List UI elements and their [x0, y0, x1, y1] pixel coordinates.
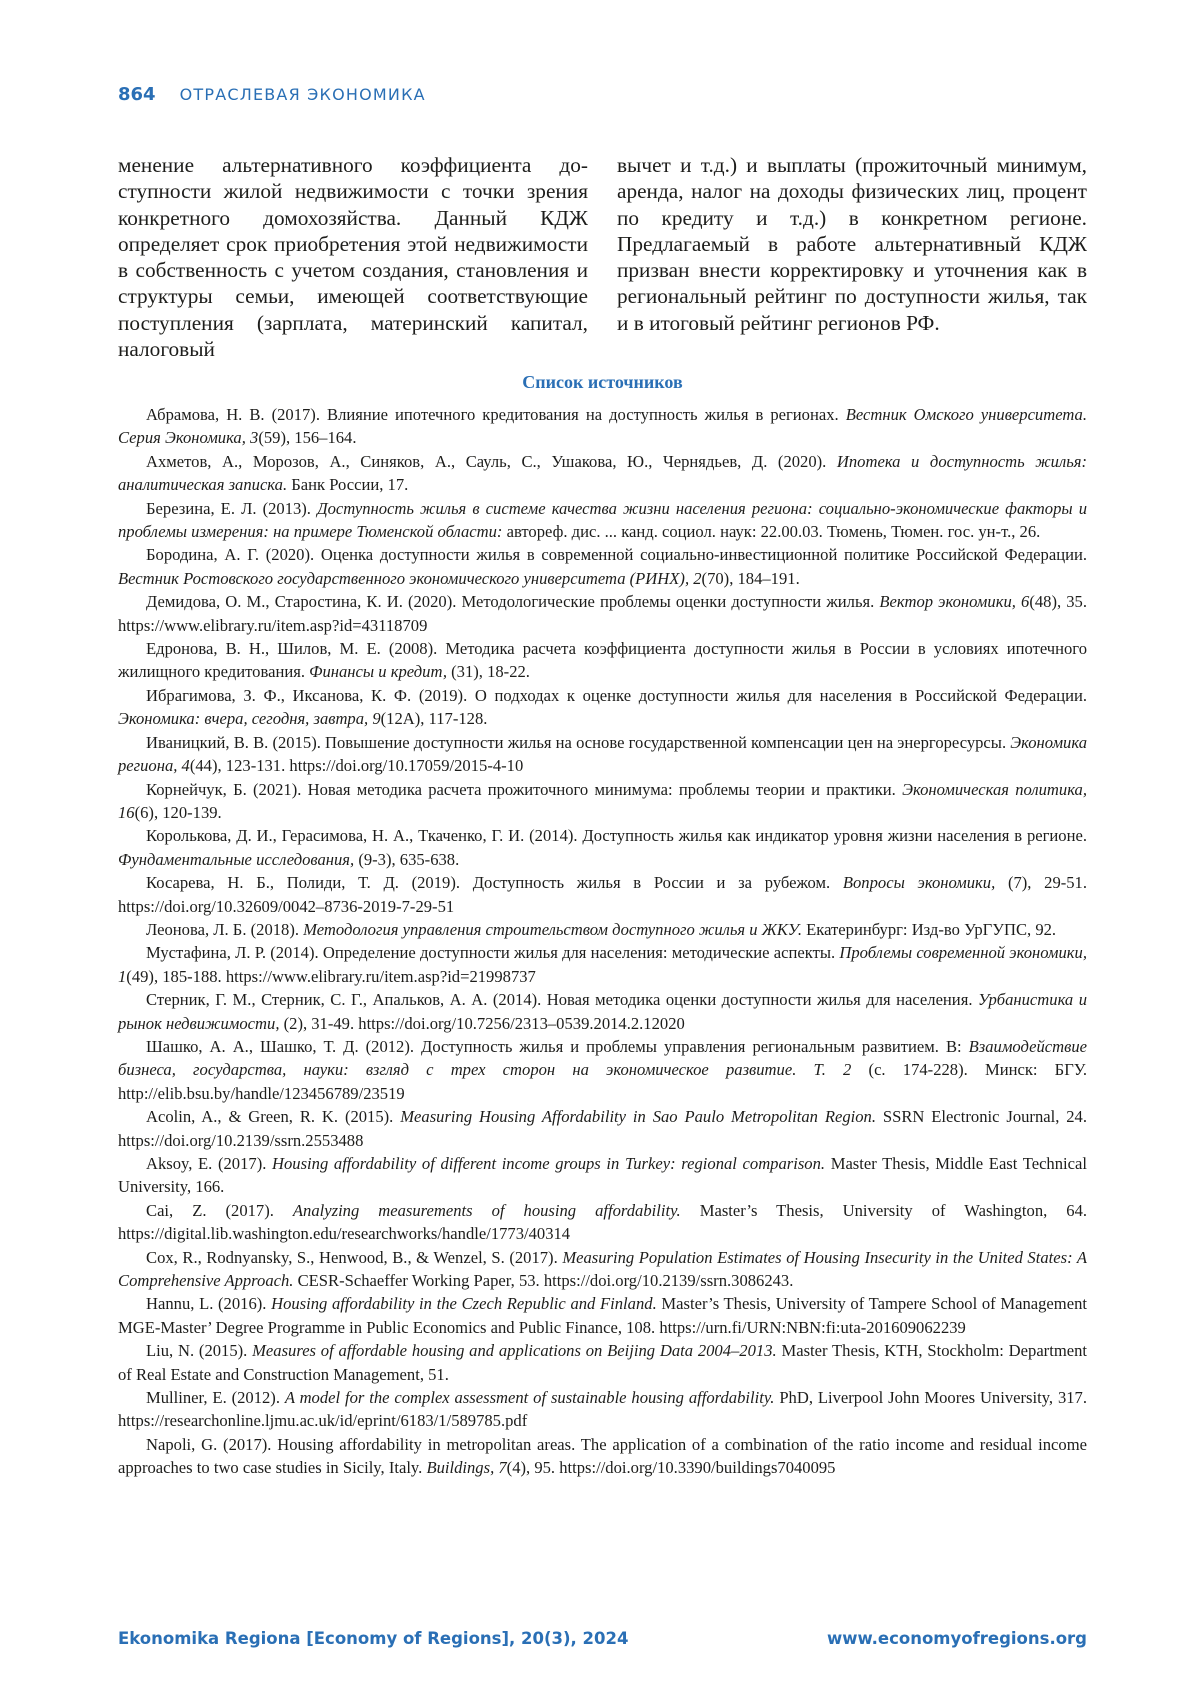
- journal-website: www.economyofregions.org: [827, 1629, 1087, 1648]
- reference-item: Корнейчук, Б. (2021). Новая методика расчета прожиточного минимума: проблемы теории и практики. Экономическая политика, 16(6), 120-139.: [118, 778, 1087, 825]
- body-columns: [118, 152, 1087, 362]
- reference-item: Acolin, A., & Green, R. K. (2015). Measuring Housing Affordability in Sao Paulo Metropolitan Region. SSRN Electronic Journal, 24. https://doi.org/10.2139/ssrn.2553488: [118, 1105, 1087, 1152]
- journal-citation: Ekonomika Regiona [Economy of Regions], 20(3), 2024: [118, 1629, 629, 1648]
- page-footer: [118, 1629, 1087, 1648]
- reference-item: Едронова, В. Н., Шилов, М. Е. (2008). Методика расчета коэффициента доступности жилья в России в условиях ипотечного жилищного кредитования. Финансы и кредит, (31), 18-22.: [118, 637, 1087, 684]
- reference-item: Леонова, Л. Б. (2018). Методология управления строительством доступного жилья и ЖКУ. Екатеринбург: Изд-во УрГУПС, 92.: [118, 918, 1087, 941]
- reference-item: Стерник, Г. М., Стерник, С. Г., Апальков, А. А. (2014). Новая методика оценки доступности жилья для населения. Урбанистика и рынок недвижимости, (2), 31-49. https://doi.org/10.7256/2313–0539.2014.2.12020: [118, 988, 1087, 1035]
- reference-item: Косарева, Н. Б., Полиди, Т. Д. (2019). Доступность жилья в России и за рубежом. Вопросы экономики, (7), 29-51. https://doi.org/10.32609/0042–8736-2019-7-29-51: [118, 871, 1087, 918]
- section-title: ОТРАСЛЕВАЯ ЭКОНОМИКА: [180, 85, 426, 104]
- reference-item: Hannu, L. (2016). Housing affordability in the Czech Republic and Finland. Master’s Thesis, University of Tampere School of Management MGE-Master’ Degree Programme in Public Economics and Public Finance, 108. https://urn.fi/URN:NBN:fi:uta-201609062239: [118, 1292, 1087, 1339]
- page-header: [118, 84, 426, 105]
- reference-item: Mulliner, E. (2012). A model for the complex assessment of sustainable housing affordability. PhD, Liverpool John Moores University, 317. https://researchonline.ljmu.ac.uk/id/eprint/6183/1/589785.pdf: [118, 1386, 1087, 1433]
- reference-item: Королькова, Д. И., Герасимова, Н. А., Ткаченко, Г. И. (2014). Доступность жилья как индикатор уровня жизни населения в регионе. Фундаментальные исследования, (9-3), 635-638.: [118, 824, 1087, 871]
- reference-item: Абрамова, Н. В. (2017). Влияние ипотечного кредитования на доступность жилья в регионах. Вестник Омского университета. Серия Экономика, 3(59), 156–164.: [118, 403, 1087, 450]
- reference-item: Ибрагимова, З. Ф., Иксанова, К. Ф. (2019). О подходах к оценке доступности жилья для населения в Российской Федерации. Экономика: вчера, сегодня, завтра, 9(12А), 117-128.: [118, 684, 1087, 731]
- reference-item: Cox, R., Rodnyansky, S., Henwood, B., & Wenzel, S. (2017). Measuring Population Estimates of Housing Insecurity in the United States: A Comprehensive Approach. CESR-Schaeffer Working Paper, 53. https://doi.org/10.2139/ssrn.3086243.: [118, 1246, 1087, 1293]
- reference-item: Иваницкий, В. В. (2015). Повышение доступности жилья на основе государственной компенсации цен на энергоресурсы. Экономика региона, 4(44), 123-131. https://doi.org/10.17059/2015-4-10: [118, 731, 1087, 778]
- reference-item: Ахметов, А., Морозов, А., Синяков, А., Сауль, С., Ушакова, Ю., Чернядьев, Д. (2020). Ипотека и доступность жилья: аналитическая записка. Банк России, 17.: [118, 450, 1087, 497]
- references-list: [118, 403, 1087, 1480]
- reference-item: Liu, N. (2015). Measures of affordable housing and applications on Beijing Data 2004–2013. Master Thesis, KTH, Stockholm: Department of Real Estate and Construction Management, 51.: [118, 1339, 1087, 1386]
- left-column-text: менение альтернативного коэффициента до­ступности жилой недвижимости с точки зре­ния конкретного домохозяйства. Данный КДЖ определяет срок приобретения этой не­движимости в собственность с учетом соз­дания, становления и структуры семьи, име­ющей соответствующие поступления (зар­плата, материнский капитал, налоговый: [118, 152, 588, 362]
- page-number: 864: [118, 84, 156, 105]
- reference-item: Aksoy, E. (2017). Housing affordability of different income groups in Turkey: regional comparison. Master Thesis, Middle East Technical University, 166.: [118, 1152, 1087, 1199]
- reference-item: Березина, Е. Л. (2013). Доступность жилья в системе качества жизни населения региона: социально-эконо­мические факторы и проблемы измерения: на примере Тюменской области: автореф. дис. ... канд. социол. наук: 22.00.03. Тюмень, Тюмен. гос. ун-т., 26.: [118, 497, 1087, 544]
- reference-item: Бородина, А. Г. (2020). Оценка доступности жилья в современной социально-инвестиционной политике Российской Федерации. Вестник Ростовского государственного экономического университета (РИНХ), 2(70), 184–191.: [118, 543, 1087, 590]
- reference-item: Демидова, О. М., Старостина, К. И. (2020). Методологические проблемы оценки доступности жилья. Вектор экономики, 6(48), 35. https://www.elibrary.ru/item.asp?id=43118709: [118, 590, 1087, 637]
- right-column-text: вычет и т.д.) и выплаты (прожиточный ми­нимум, аренда, налог на доходы физических лиц, процент по кредиту и т.д.) в конкретном регионе. Предлагаемый в работе альтерна­тивный КДЖ призван внести корректировку и уточнения как в региональный рейтинг по доступности жилья, так и в итоговый рей­тинг регионов РФ.: [617, 152, 1087, 362]
- reference-item: Cai, Z. (2017). Analyzing measurements of housing affordability. Master’s Thesis, University of Washington, 64. https://digital.lib.washington.edu/researchworks/handle/1773/40314: [118, 1199, 1087, 1246]
- references-title: Список источников: [118, 372, 1087, 393]
- reference-item: Napoli, G. (2017). Housing affordability in metropolitan areas. The application of a combination of the ratio income and residual income approaches to two case studies in Sicily, Italy. Buildings, 7(4), 95. https://doi.org/10.3390/build­ings7040095: [118, 1433, 1087, 1480]
- reference-item: Шашко, А. А., Шашко, Т. Д. (2012). Доступность жилья и проблемы управления региональным развитием. В: Взаимодействие бизнеса, государства, науки: взгляд с трех сторон на экономическое развитие. Т. 2 (с. 174-228). Минск: БГУ. http://elib.bsu.by/handle/123456789/23519: [118, 1035, 1087, 1105]
- reference-item: Мустафина, Л. Р. (2014). Определение доступности жилья для населения: методические аспекты. Проблемы со­временной экономики, 1(49), 185-188. https://www.elibrary.ru/item.asp?id=21998737: [118, 941, 1087, 988]
